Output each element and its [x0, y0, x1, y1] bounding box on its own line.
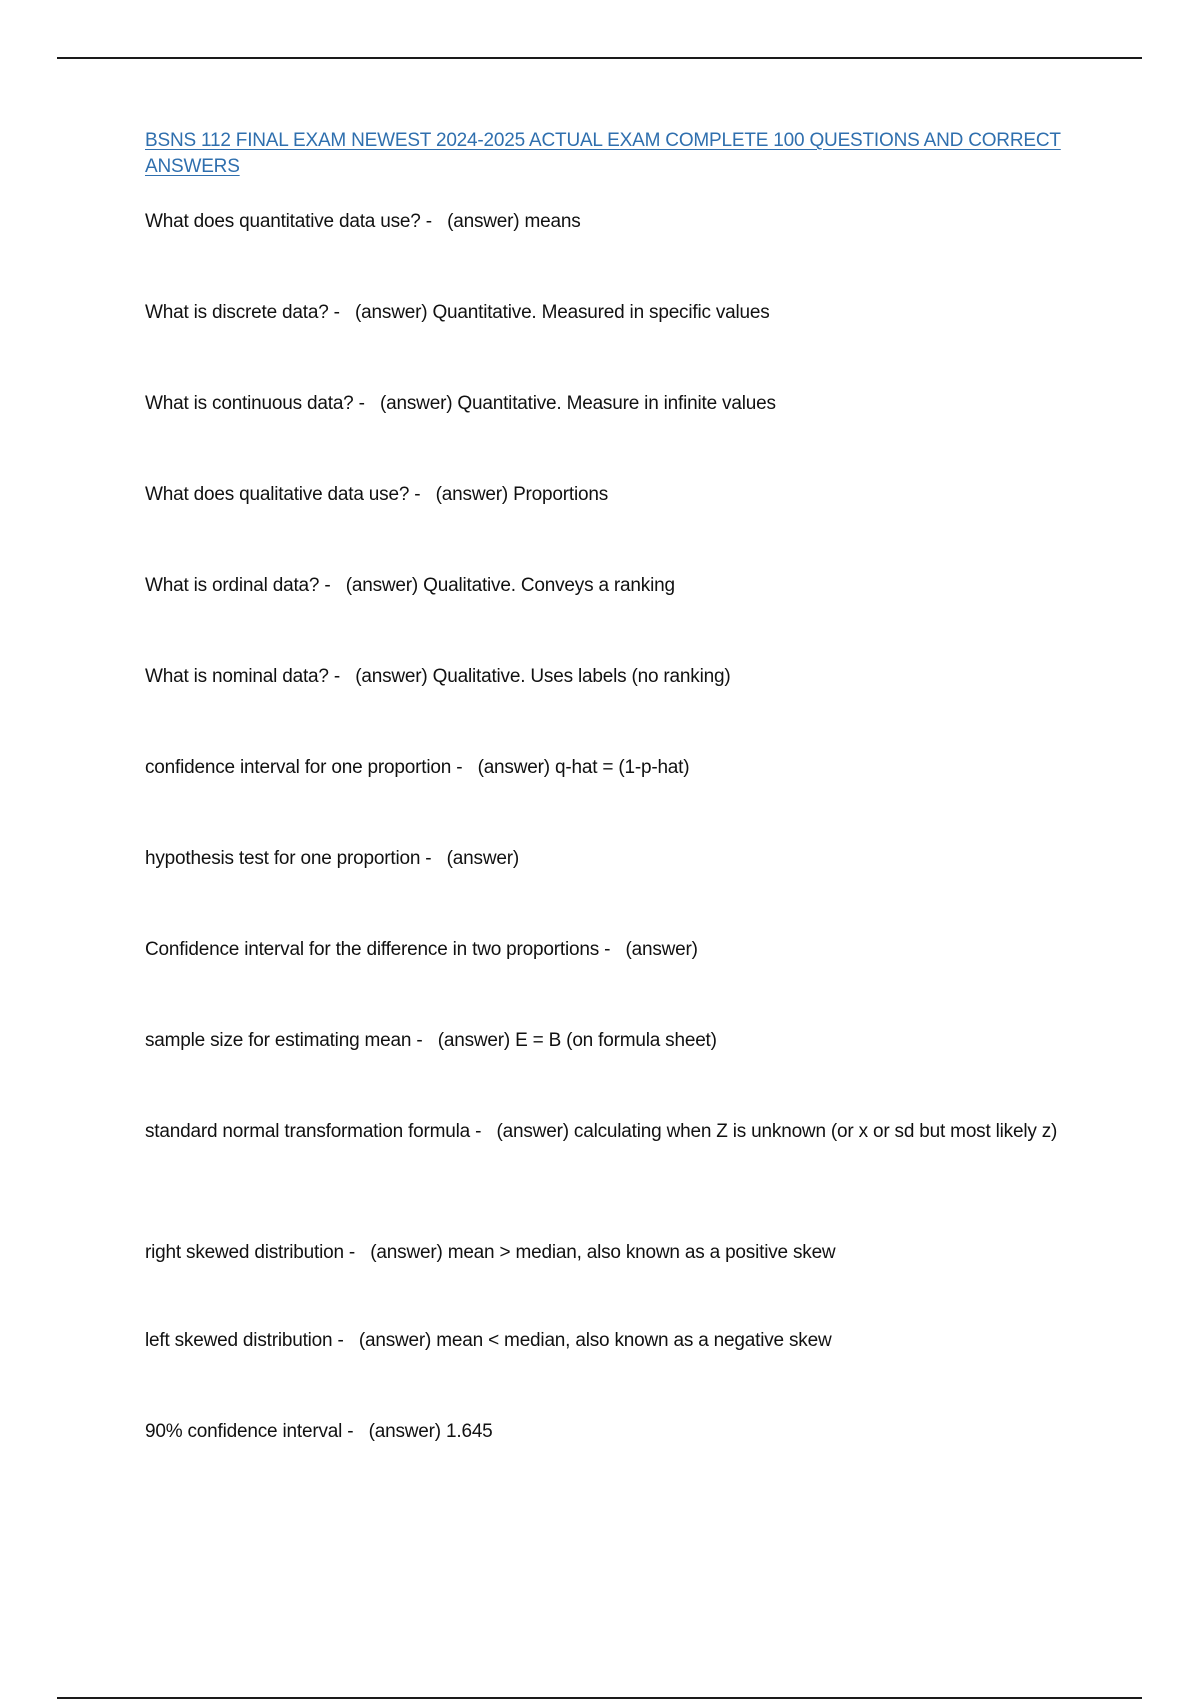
question-text: confidence interval for one proportion [145, 757, 452, 778]
qa-item [145, 754, 1090, 782]
qa-item [145, 1239, 1090, 1267]
answer-text: Quantitative. Measured in specific values [432, 302, 770, 323]
separator: - [411, 1030, 438, 1051]
qa-item [145, 936, 1090, 964]
answer-text: Proportions [513, 484, 609, 505]
qa-item [145, 481, 1090, 509]
answer-tag: (answer) [355, 666, 428, 687]
qa-item [145, 845, 1090, 873]
answer-text: Qualitative. Uses labels (no ranking) [432, 666, 731, 687]
answer-tag: (answer) [625, 939, 698, 960]
answer-text: 1.645 [446, 1421, 493, 1442]
answer-tag: (answer) [435, 484, 508, 505]
top-rule [57, 57, 1142, 59]
question-text: What is nominal data? [145, 666, 329, 687]
question-text: 90% confidence interval [145, 1421, 343, 1442]
separator: - [328, 302, 356, 323]
answer-text: mean < median, also known as a negative skew [436, 1330, 832, 1351]
separator: - [420, 848, 447, 869]
answer-text: mean > median, also known as a positive skew [447, 1242, 836, 1263]
answer-tag: (answer) [345, 575, 419, 596]
separator: - [332, 1330, 359, 1351]
question-text: What is ordinal data? [145, 575, 320, 596]
answer-text: q-hat = (1-p-hat) [554, 757, 690, 778]
qa-item [145, 572, 1090, 600]
separator: - [353, 393, 381, 414]
separator: - [319, 575, 346, 596]
qa-item [145, 1327, 1090, 1355]
answer-text: E = B (on formula sheet) [515, 1030, 717, 1051]
separator: - [343, 1242, 371, 1263]
answer-tag: (answer) [496, 1121, 569, 1142]
question-text: hypothesis test for one proportion [145, 848, 421, 869]
answer-tag: (answer) [368, 1421, 441, 1442]
answer-text: calculating when Z is unknown (or x or sd but most likely z) [573, 1121, 1058, 1142]
question-text: What does quantitative data use? [145, 211, 421, 232]
answer-tag: (answer) [446, 848, 519, 869]
question-text: What is discrete data? [145, 302, 329, 323]
question-text: sample size for estimating mean [145, 1030, 412, 1051]
answer-tag: (answer) [355, 302, 428, 323]
answer-tag: (answer) [370, 1242, 443, 1263]
question-text: standard normal transformation formula [145, 1121, 471, 1142]
qa-item [145, 1027, 1090, 1055]
question-text: What is continuous data? [145, 393, 354, 414]
answer-tag: (answer) [358, 1330, 432, 1351]
qa-item [145, 208, 1090, 236]
separator: - [409, 484, 436, 505]
answer-text: Qualitative. Conveys a ranking [423, 575, 675, 596]
qa-item [145, 1118, 1090, 1146]
answer-tag: (answer) [477, 757, 550, 778]
separator: - [328, 666, 356, 687]
separator: - [451, 757, 478, 778]
answer-text: Quantitative. Measure in infinite values [457, 393, 776, 414]
question-text: left skewed distribution [145, 1330, 333, 1351]
qa-item [145, 663, 1090, 691]
separator: - [420, 211, 448, 232]
bottom-rule [57, 1697, 1142, 1699]
question-text: Confidence interval for the difference in two proportions [145, 939, 600, 960]
answer-tag: (answer) [380, 393, 453, 414]
separator: - [342, 1421, 369, 1442]
answer-tag: (answer) [447, 211, 520, 232]
separator: - [470, 1121, 497, 1142]
document-title[interactable]: BSNS 112 FINAL EXAM NEWEST 2024-2025 ACTUAL EXAM COMPLETE 100 QUESTIONS AND CORRECT ANSWERS [145, 130, 1061, 177]
answer-text: means [524, 211, 581, 232]
qa-item [145, 1418, 1090, 1446]
question-text: What does qualitative data use? [145, 484, 410, 505]
separator: - [599, 939, 626, 960]
question-text: right skewed distribution [145, 1242, 344, 1263]
qa-item [145, 390, 1090, 418]
answer-tag: (answer) [437, 1030, 511, 1051]
qa-item [145, 299, 1090, 327]
